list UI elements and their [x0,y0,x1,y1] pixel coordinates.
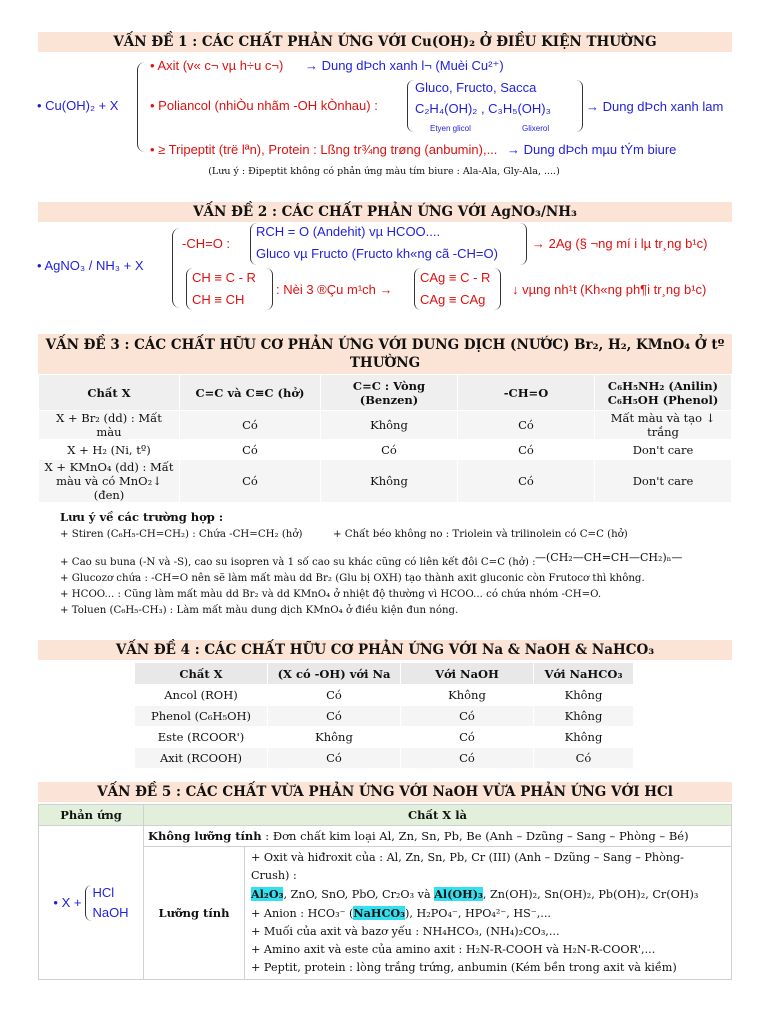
table-cell: Có [401,706,534,727]
s5-klt-text: : Đơn chất kim loại Al, Zn, Sn, Pb, Be (Anh – Dzũng – Sang – Phòng – Bé) [261,829,689,843]
s1-brace [137,62,146,152]
table-cell: Có [268,685,401,706]
s1-lhs: • Cu(OH)₂ + X [37,98,119,113]
s5-luong-tinh: Lưỡng tính [144,847,245,980]
s2-cho-brace-r [520,223,527,265]
s5-line-oxit-list [251,885,725,904]
table-cell: Don't care [595,440,732,460]
s2-brace [172,228,181,308]
s1-row-3 [150,142,676,157]
s2-cho-result: → 2Ag (§ ¬ng mí i lµ tr¸ng b¹c) [532,236,708,251]
s4-table [134,662,634,769]
section-1-title: VẤN ĐỀ 1 : CÁC CHẤT PHẢN ỨNG VỚI Cu(OH)₂ Ở ĐIỀU KIỆN THƯỜNG [38,32,732,52]
s1-gluco: Gluco, Fructo, Sacca [415,80,537,95]
s1-peptit-result: → Dung dÞch mµu tÝm biure [507,142,677,157]
s3-note-caosu-formula: —(CH₂—CH=CH—CH₂)ₙ— [535,551,683,564]
s2-alk-mid: : Nèi 3 ®Çu m¹ch → [276,282,393,297]
table-cell: Mất màu và tạo ↓ trắng [595,411,732,440]
table-row [39,460,732,503]
s2-product-1: CAg ≡ C - R [420,270,491,285]
s4-header: (X có -OH) với Na [268,663,401,685]
s5-line-muoi: + Muối của axit và bazơ yếu : NH₄HCO₃, (NH₄)₂CO₃,... [251,925,560,938]
s5-hl-aloh3: Al(OH)₃ [434,887,483,901]
s5-header-phanung: Phản ứng [39,805,144,826]
s4-header: Với NaHCO₃ [534,663,634,685]
s5-l3-b: ), H₂PO₄⁻, HPO₄²⁻, HS⁻,... [405,907,551,920]
table-row [39,440,732,460]
s5-reaction-cell [39,826,144,980]
s3-note-stiren: + Stiren (C₆H₅-CH=CH₂) : Chứa -CH=CH₂ (hở) [60,529,303,540]
s5-table [38,804,732,980]
table-cell: X + H₂ (Ni, tº) [39,440,180,460]
s1-axit: • Axit (v« c¬ vµ h÷u c¬) [150,58,284,73]
s1-glycol-formula: C₂H₄(OH)₂ , C₃H₅(OH)₃ [415,101,551,116]
s4-header: Chất X [135,663,268,685]
s1-note: (Lưu ý : Đipeptit không có phản ứng màu tím biure : Ala-Ala, Gly-Ala, ....) [208,166,560,177]
s5-l3-a: + Anion : HCO₃⁻ ( [251,907,354,920]
s4-header: Với NaOH [401,663,534,685]
s2-product-2: CAg ≡ CAg [420,292,486,307]
s2-andehit: RCH = O (Andehit) vµ HCOO.... [256,224,441,239]
s1-poliancol-result: → Dung dÞch xanh lam [586,99,724,114]
table-cell: Có [458,440,595,460]
s5-hl-al2o3: Al₂O₃ [251,887,284,901]
s3-note-toluen: + Toluen (C₆H₅-CH₃) : Làm mất màu dung dịch KMnO₄ ở điều kiện đun nóng. [60,605,459,616]
table-row [135,706,634,727]
s5-brace [85,885,92,921]
table-cell: Có [458,411,595,440]
s3-note-glucozo: + Glucozơ chứa : -CH=O nên sẽ làm mất màu dd Br₂ (Glu bị OXH) tạo thành axit gluconic còn Frutocơ thì không. [60,573,645,584]
s5-luong-tinh-list [245,847,732,980]
table-cell: Có [180,411,321,440]
s3-notes-title: Lưu ý về các trường hợp : [60,510,224,524]
s1-inner-brace-r [576,80,583,132]
s3-note-hcoo: + HCOO... : Cũng làm mất màu dd Br₂ và dd KMnO₄ ở nhiệt độ thường vì HCOO... có chứa nhóm -CH=O. [60,589,602,600]
s5-l2-mid: , ZnO, SnO, PbO, Cr₂O₃ và [283,888,435,901]
s3-table [38,374,732,503]
section-3-title: VẤN ĐỀ 3 : CÁC CHẤT HỮU CƠ PHẢN ỨNG VỚI DUNG DỊCH (NƯỚC) Br₂, H₂, KMnO₄ Ở tº THƯỜNG [38,334,732,374]
table-cell: Không [534,727,634,748]
s1-poliancol: • Poliancol (nhiÒu nhãm -OH kÒnhau) : [150,98,378,113]
s5-hl-nahco3: NaHCO₃ [353,906,406,920]
s1-peptit: • ≥ Tripeptit (trë lªn), Protein : Lßng tr¾ng trøng (anbumin),... [150,142,498,157]
s3-note-caosu: + Cao su buna (-N và -S), cao su isopren và 1 số cao su khác cũng có liên kết đôi C=C (hở) : [60,557,536,568]
s5-klt-label: Không lưỡng tính [148,829,262,843]
s1-axit-result: → Dung dÞch xanh l¬ (Muèi Cu²⁺) [304,58,504,73]
s1-inner-brace-l [407,80,414,132]
s5-line-peptit: + Peptit, protein : lòng trắng trứng, anbumin (Kém bền trong axit và kiềm) [251,961,677,974]
s5-header-chatx: Chất X là [144,805,732,826]
table-cell: Có [180,440,321,460]
s2-cho: -CH=O : [182,236,231,251]
table-cell: Không [534,685,634,706]
s1-glixerol-label: Glixerol [522,124,550,133]
s5-line-amino: + Amino axit và este của amino axit : H₂N-R-COOH và H₂N-R-COOR',... [251,943,656,956]
table-row [39,411,732,440]
s5-line-anion [251,904,725,923]
table-cell: X + Br₂ (dd) : Mất màu [39,411,180,440]
s2-alkyne-1: CH ≡ C - R [192,270,256,285]
s5-hcl: HCl [92,884,115,900]
s5-l2-end: , Zn(OH)₂, Sn(OH)₂, Pb(OH)₂, Cr(OH)₃ [482,888,699,901]
table-cell: Có [534,748,634,769]
s5-khong-luong-tinh [144,826,732,847]
s3-header: C=C và C≡C (hở) [180,375,321,411]
table-cell: Có [180,460,321,503]
table-cell: Có [268,748,401,769]
table-cell: Phenol (C₆H₅OH) [135,706,268,727]
s2-alk-brace-r [266,268,273,310]
table-row [135,685,634,706]
s5-naoh: NaOH [92,904,129,920]
table-cell: Không [534,706,634,727]
table-cell: X + KMnO₄ (dd) : Mất màu và có MnO₂↓ (đen) [39,460,180,503]
s2-lhs: • AgNO₃ / NH₃ + X [37,258,144,273]
table-cell: Có [401,748,534,769]
table-cell: Có [458,460,595,503]
section-4-title: VẤN ĐỀ 4 : CÁC CHẤT HỮU CƠ PHẢN ỨNG VỚI Na & NaOH & NaHCO₃ [38,640,732,660]
s5-lhs: • X + [53,895,82,910]
s2-alk-result: ↓ vµng nh¹t (Kh«ng ph¶i tr¸ng b¹c) [512,282,707,297]
section-5-title: VẤN ĐỀ 5 : CÁC CHẤT VỪA PHẢN ỨNG VỚI NaOH VỪA PHẢN ỨNG VỚI HCl [38,782,732,802]
table-cell: Không [321,460,458,503]
s5-line-oxit: + Oxit và hiđroxit của : Al, Zn, Sn, Pb, Cr (III) (Anh – Dzũng – Sang – Phòng- Crush) : [251,851,684,882]
table-cell: Este (RCOOR') [135,727,268,748]
table-cell: Axit (RCOOH) [135,748,268,769]
table-row [135,727,634,748]
table-cell: Có [268,706,401,727]
s3-header: -CH=O [458,375,595,411]
s3-header: C=C : Vòng (Benzen) [321,375,458,411]
table-cell: Có [401,727,534,748]
s3-header: Chất X [39,375,180,411]
s3-header: C₆H₅NH₂ (Anilin) C₆H₅OH (Phenol) [595,375,732,411]
s2-prod-brace-r [494,268,501,310]
s3-note-chatbeo: + Chất béo không no : Triolein và trilinolein có C=C (hở) [333,529,628,540]
s1-row-1 [150,58,504,74]
table-cell: Không [321,411,458,440]
table-cell: Don't care [595,460,732,503]
table-row [135,748,634,769]
s1-glycol-label: Etyen glicol [430,124,471,133]
table-cell: Có [321,440,458,460]
section-2-title: VẤN ĐỀ 2 : CÁC CHẤT PHẢN ỨNG VỚI AgNO₃/NH₃ [38,202,732,222]
table-cell: Không [268,727,401,748]
s2-alkyne-2: CH ≡ CH [192,292,245,307]
table-cell: Không [401,685,534,706]
table-cell: Ancol (ROH) [135,685,268,706]
s2-gluco: Gluco vµ Fructo (Fructo kh«ng cã -CH=O) [256,246,498,261]
